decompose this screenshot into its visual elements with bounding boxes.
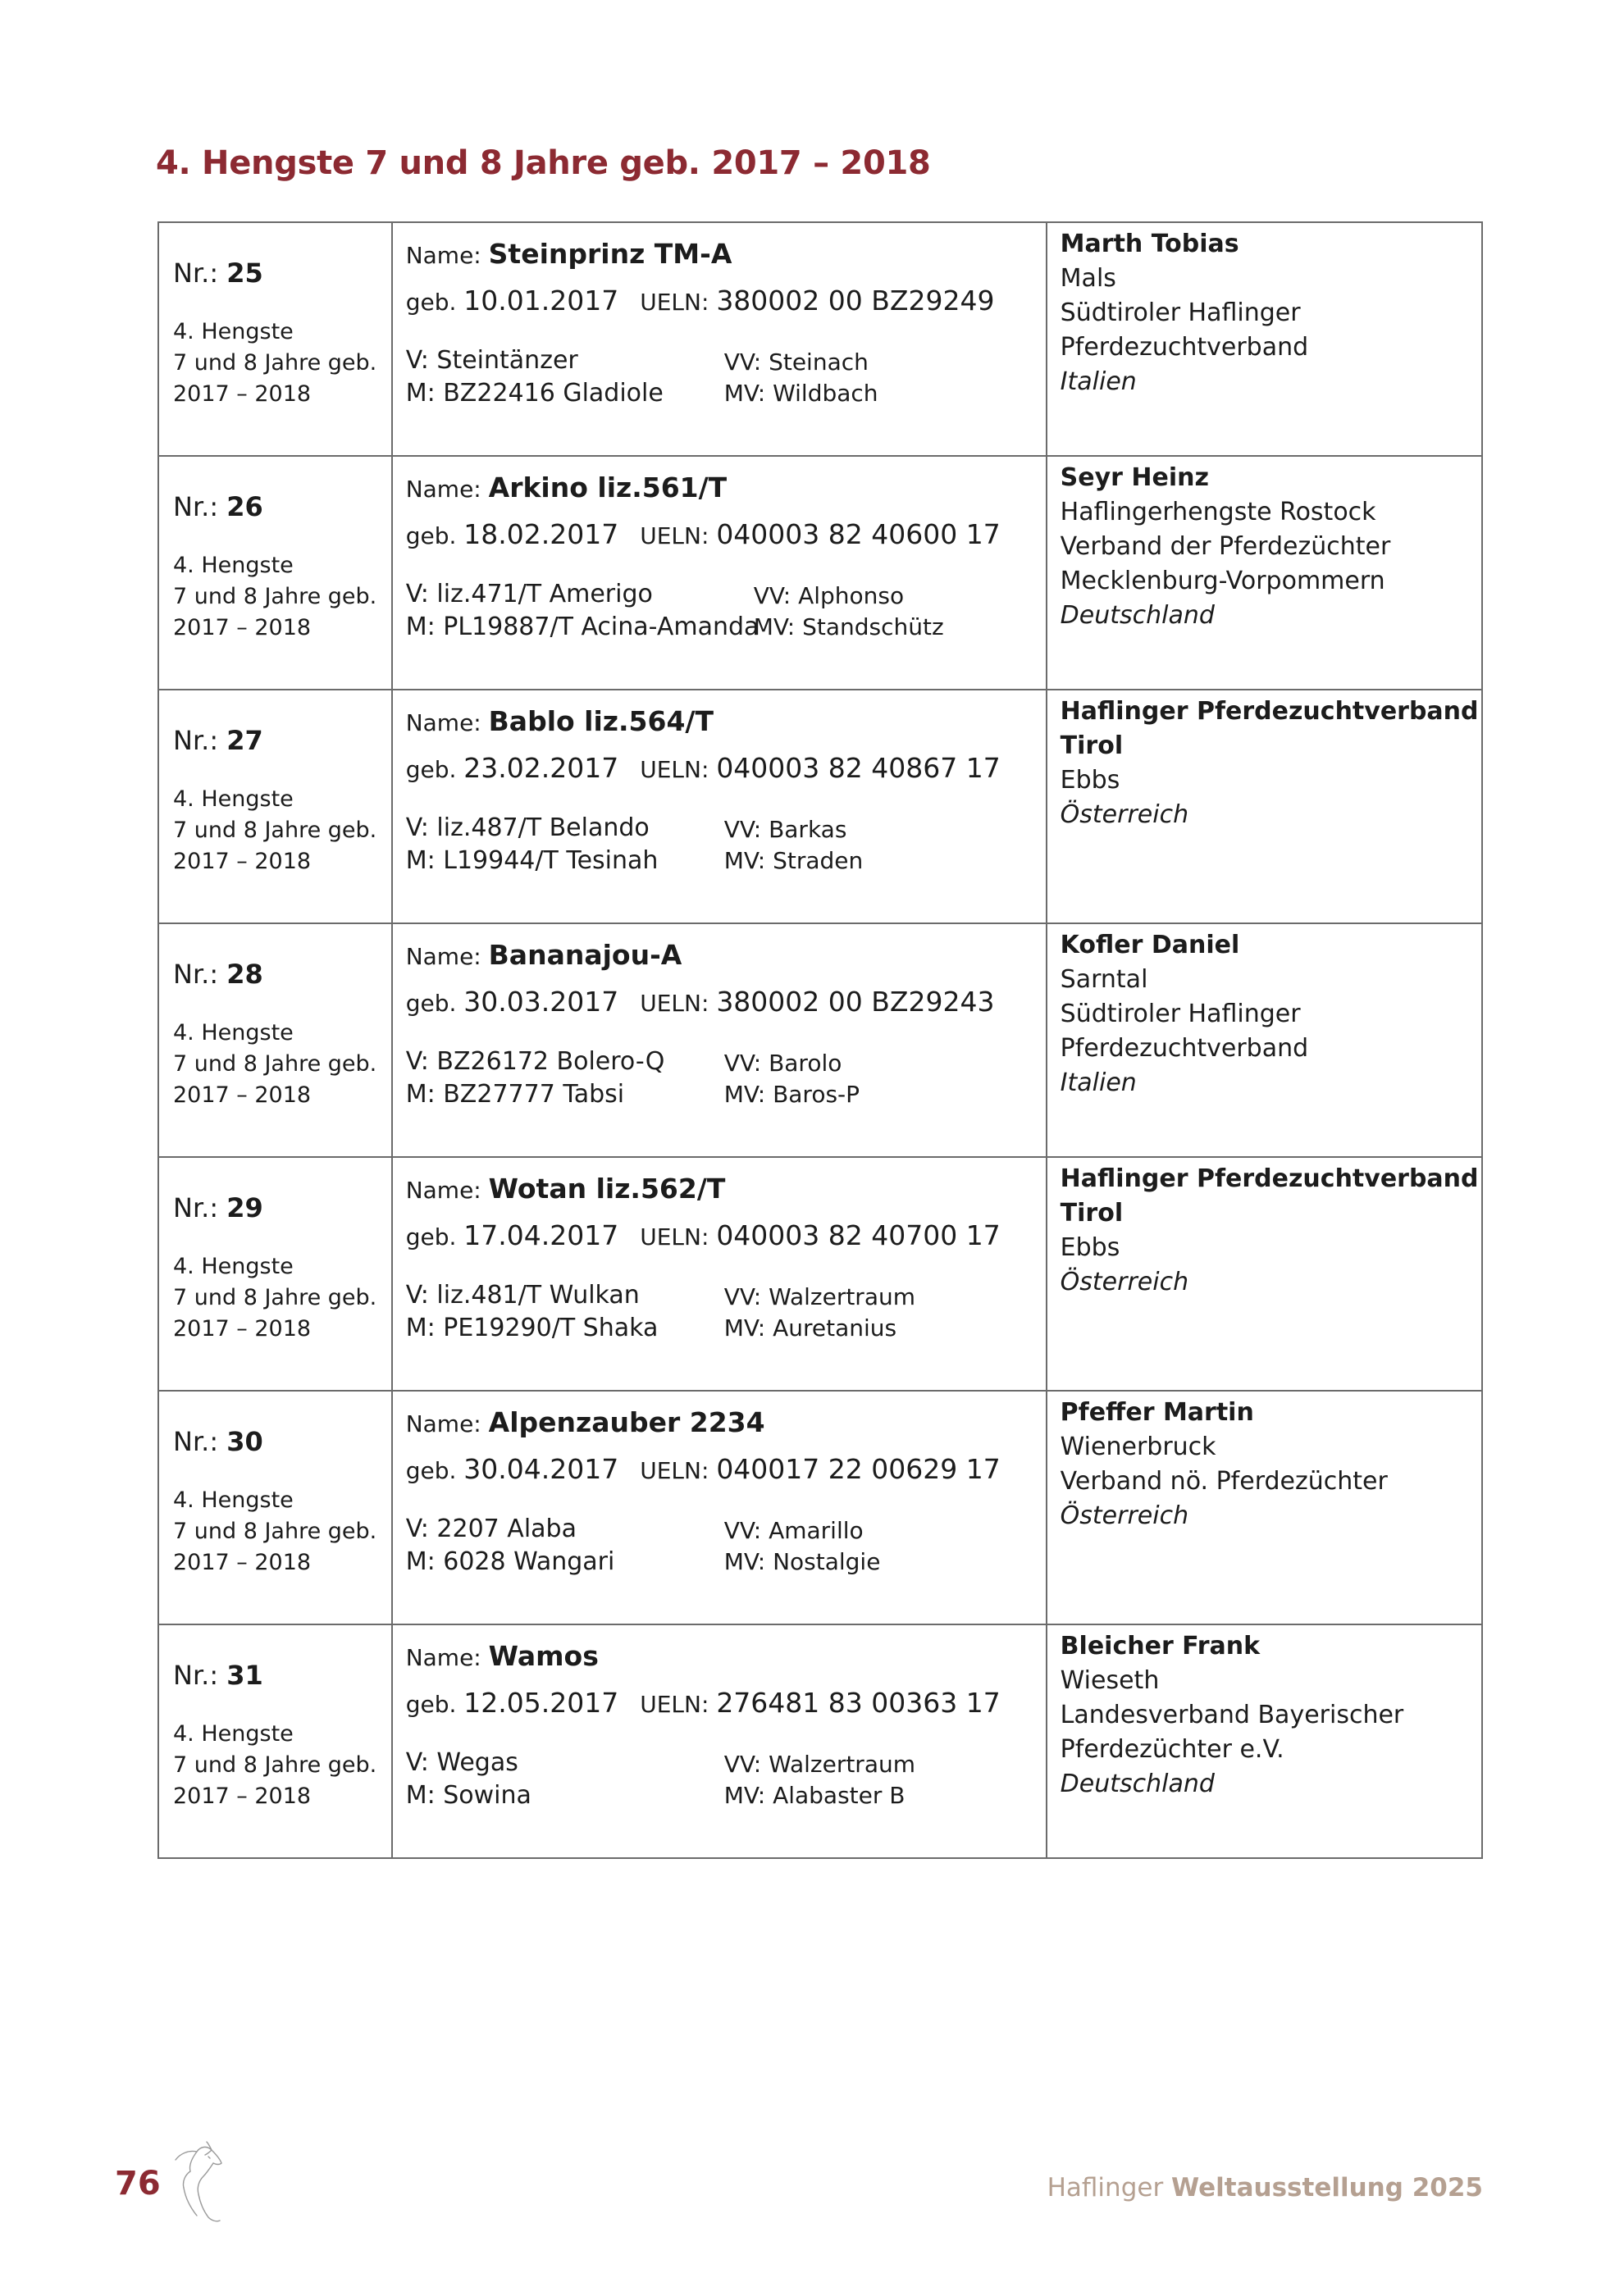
owner-address-line: Pferdezuchtverband [1060,1034,1309,1063]
entry-number [173,725,391,756]
class-line-3: 2017 – 2018 [173,615,312,640]
ueln-label: UELN: [640,756,717,783]
geb-label: geb. [405,1223,464,1250]
dam: M: PE19290/T Shaka [405,1314,659,1342]
birth-ueln-line [406,518,1046,550]
owner-country: Italien [1060,1068,1137,1097]
entries-table [157,221,1483,1859]
entry-number-cell [158,456,392,690]
sire-of-sire: VV: Barolo [723,1050,842,1077]
class-label [173,784,391,877]
name-label: Name: [405,476,489,503]
ueln-value: 380002 00 BZ29249 [716,285,995,317]
owner-name: Kofler Daniel [1060,931,1240,959]
sire-of-sire: VV: Steinach [723,348,869,376]
class-label [173,1719,391,1812]
class-line-3: 2017 – 2018 [173,1784,312,1809]
entry-number [173,959,391,990]
birth-date: 12.05.2017 [463,1687,619,1719]
owner-cell [1047,1157,1482,1391]
entry-row [158,1157,1482,1391]
entry-row [158,923,1482,1157]
sire: V: 2207 Alaba [405,1515,577,1543]
entry-row [158,1391,1482,1624]
owner-address-line: Mecklenburg-Vorpommern [1060,567,1385,595]
horse-name: Steinprinz TM-A [488,238,732,270]
horse-details-cell [392,456,1047,690]
owner-country: Deutschland [1060,1770,1215,1798]
birth-date: 18.02.2017 [463,518,619,550]
class-line-2: 7 und 8 Jahre geb. [173,584,377,609]
owner-address-line: Südtiroler Haflinger [1060,298,1301,327]
class-line-2: 7 und 8 Jahre geb. [173,1285,377,1310]
owner-address-line: Haflingerhengste Rostock [1060,498,1376,526]
ueln-value: 040003 82 40700 17 [716,1219,1001,1251]
owner-country: Österreich [1060,1501,1189,1530]
owner-block [1061,1629,1481,1802]
sire-of-dam: MV: Wildbach [723,380,878,407]
nr-value: 30 [226,1426,263,1457]
geb-label: geb. [405,1691,464,1718]
entry-number-cell [158,1157,392,1391]
owner-address-line: Wieseth [1060,1666,1160,1695]
owner-cell [1047,222,1482,456]
sire-of-dam: MV: Nostalgie [723,1548,881,1575]
horse-details-cell [392,923,1047,1157]
entry-number [173,257,391,289]
name-label: Name: [405,242,489,269]
pedigree [393,1046,1046,1111]
footer-title-bold: Weltausstellung 2025 [1171,2173,1483,2203]
owner-cell [1047,1624,1482,1858]
sire-of-sire: VV: Barkas [723,816,847,843]
entry-number [173,1426,391,1457]
birth-ueln-line [406,1219,1046,1251]
class-line-1: 4. Hengste [173,1721,294,1747]
pedigree [393,578,1046,644]
class-line-2: 7 und 8 Jahre geb. [173,818,377,843]
ueln-label: UELN: [640,289,717,316]
owner-address-line: Ebbs [1060,766,1120,795]
section-title: 4. Hengste 7 und 8 Jahre geb. 2017 – 2018 [156,144,931,182]
class-label [173,550,391,644]
entry-number [173,1192,391,1223]
owner-address-line: Wienerbruck [1060,1433,1216,1461]
sire-of-dam: MV: Alabaster B [723,1782,906,1809]
entry-number-cell [158,222,392,456]
sire-of-dam: MV: Baros-P [723,1081,860,1108]
nr-value: 27 [226,725,263,756]
owner-name: Marth Tobias [1060,230,1239,258]
sire-of-sire: VV: Walzertraum [723,1283,915,1310]
owner-address-line: Verband nö. Pferdezüchter [1060,1467,1388,1496]
class-line-2: 7 und 8 Jahre geb. [173,1752,377,1778]
nr-value: 29 [226,1192,263,1223]
owner-country: Deutschland [1060,601,1215,630]
sire-of-sire: VV: Walzertraum [723,1751,915,1778]
birth-date: 10.01.2017 [463,285,619,317]
owner-country: Italien [1060,367,1137,396]
birth-date: 30.04.2017 [463,1453,619,1485]
dam: M: BZ27777 Tabsi [405,1080,625,1109]
owner-cell [1047,923,1482,1157]
sire: V: Wegas [405,1748,518,1777]
class-line-3: 2017 – 2018 [173,849,312,874]
dam: M: Sowina [405,1781,531,1810]
ueln-label: UELN: [640,1691,717,1718]
horse-name-line [406,238,1046,270]
entry-number [173,1660,391,1691]
entry-row [158,690,1482,923]
owner-country: Österreich [1060,1268,1189,1296]
owner-cell [1047,1391,1482,1624]
owner-address-line: Pferdezuchtverband [1060,333,1309,362]
class-line-1: 4. Hengste [173,786,294,812]
class-line-1: 4. Hengste [173,1254,294,1279]
dam: M: 6028 Wangari [405,1547,615,1576]
sire: V: BZ26172 Bolero-Q [405,1047,665,1076]
horse-name-line [406,1406,1046,1438]
horse-name: Wotan liz.562/T [488,1173,726,1205]
class-line-3: 2017 – 2018 [173,1550,312,1575]
ueln-value: 380002 00 BZ29243 [716,986,995,1018]
nr-label: Nr.: [173,1426,227,1457]
class-line-3: 2017 – 2018 [173,1316,312,1342]
horse-name-line [406,1640,1046,1672]
ueln-label: UELN: [640,522,717,549]
dam: M: PL19887/T Acina-Amanda [405,613,760,641]
ueln-label: UELN: [640,1223,717,1250]
entry-number-cell [158,923,392,1157]
class-label [173,1251,391,1345]
pedigree [393,344,1046,410]
sire-of-sire: VV: Amarillo [723,1517,864,1544]
geb-label: geb. [405,289,464,316]
owner-address-line: Verband der Pferdezüchter [1060,532,1391,561]
nr-label: Nr.: [173,491,227,522]
entry-number-cell [158,690,392,923]
horse-name: Alpenzauber 2234 [488,1406,765,1438]
class-line-2: 7 und 8 Jahre geb. [173,1519,377,1544]
sire-of-dam: MV: Straden [723,847,864,874]
class-line-1: 4. Hengste [173,319,294,344]
pedigree [393,812,1046,877]
class-line-1: 4. Hengste [173,1020,294,1046]
class-label [173,1018,391,1111]
dam: M: L19944/T Tesinah [405,846,659,875]
horse-logo-icon [161,2139,235,2229]
sire: V: Steintänzer [405,346,578,375]
nr-label: Nr.: [173,257,227,289]
ueln-value: 040017 22 00629 17 [716,1453,1001,1485]
horse-details-cell [392,1624,1047,1858]
class-line-3: 2017 – 2018 [173,381,312,407]
ueln-value: 040003 82 40600 17 [716,518,1001,550]
owner-block [1061,1396,1481,1533]
horse-name-line [406,939,1046,971]
owner-block [1061,695,1481,832]
sire: V: liz.471/T Amerigo [405,580,653,608]
nr-label: Nr.: [173,725,227,756]
owner-block [1061,928,1481,1100]
birth-date: 17.04.2017 [463,1219,619,1251]
owner-name: Seyr Heinz [1060,463,1209,492]
birth-ueln-line [406,986,1046,1018]
birth-date: 23.02.2017 [463,752,619,784]
owner-block [1061,1162,1481,1300]
owner-address-line: Landesverband Bayerischer [1060,1701,1404,1729]
owner-address-line: Pferdezüchter e.V. [1060,1735,1284,1764]
entry-number-cell [158,1391,392,1624]
nr-label: Nr.: [173,1660,227,1691]
name-label: Name: [405,943,489,970]
nr-value: 26 [226,491,263,522]
horse-name-line [406,1173,1046,1205]
sire: V: liz.487/T Belando [405,813,650,842]
birth-ueln-line [406,285,1046,317]
nr-label: Nr.: [173,959,227,990]
birth-date: 30.03.2017 [463,986,619,1018]
horse-name-line [406,472,1046,503]
horse-details-cell [392,1157,1047,1391]
birth-ueln-line [406,752,1046,784]
page-number: 76 [115,2165,161,2203]
owner-cell [1047,456,1482,690]
owner-address-line: Sarntal [1060,965,1148,994]
owner-block [1061,461,1481,633]
class-line-2: 7 und 8 Jahre geb. [173,350,377,376]
ueln-value: 276481 83 00363 17 [716,1687,1001,1719]
pedigree [393,1513,1046,1578]
pedigree [393,1747,1046,1812]
class-label [173,317,391,410]
class-line-1: 4. Hengste [173,1487,294,1513]
footer-title-light: Haflinger [1047,2173,1172,2203]
owner-name: Bleicher Frank [1060,1632,1261,1660]
name-label: Name: [405,1410,489,1437]
ueln-label: UELN: [640,990,717,1017]
footer-publication-title [1047,2173,1483,2203]
ueln-value: 040003 82 40867 17 [716,752,1001,784]
dam: M: BZ22416 Gladiole [405,379,664,408]
horse-name: Wamos [488,1640,599,1672]
geb-label: geb. [405,522,464,549]
class-label [173,1485,391,1578]
class-line-1: 4. Hengste [173,553,294,578]
entry-number [173,491,391,522]
sire-of-sire: VV: Alphonso [753,582,905,609]
name-label: Name: [405,1644,489,1671]
horse-details-cell [392,1391,1047,1624]
owner-cell [1047,690,1482,923]
horse-name: Bananajou-A [488,939,682,971]
name-label: Name: [405,709,489,736]
geb-label: geb. [405,1457,464,1484]
class-line-2: 7 und 8 Jahre geb. [173,1051,377,1077]
entry-row [158,456,1482,690]
ueln-label: UELN: [640,1457,717,1484]
pedigree [393,1279,1046,1345]
horse-name: Bablo liz.564/T [488,705,714,737]
owner-name: Haflinger Pferdezuchtverband [1060,697,1479,726]
geb-label: geb. [405,756,464,783]
geb-label: geb. [405,990,464,1017]
owner-name: Tirol [1060,1199,1124,1228]
horse-name: Arkino liz.561/T [488,472,728,503]
class-line-3: 2017 – 2018 [173,1082,312,1108]
owner-name: Tirol [1060,731,1124,760]
owner-address-line: Mals [1060,264,1116,293]
sire-of-dam: MV: Standschütz [753,613,944,640]
horse-details-cell [392,222,1047,456]
nr-label: Nr.: [173,1192,227,1223]
owner-country: Österreich [1060,800,1189,829]
horse-name-line [406,705,1046,737]
owner-block [1061,227,1481,399]
owner-name: Haflinger Pferdezuchtverband [1060,1164,1479,1193]
sire-of-dam: MV: Auretanius [723,1314,897,1342]
birth-ueln-line [406,1687,1046,1719]
horse-details-cell [392,690,1047,923]
owner-name: Pfeffer Martin [1060,1398,1254,1427]
entry-row [158,1624,1482,1858]
entry-number-cell [158,1624,392,1858]
nr-value: 25 [226,257,263,289]
nr-value: 31 [226,1660,263,1691]
owner-address-line: Ebbs [1060,1233,1120,1262]
birth-ueln-line [406,1453,1046,1485]
owner-address-line: Südtiroler Haflinger [1060,1000,1301,1028]
nr-value: 28 [226,959,263,990]
entry-row [158,222,1482,456]
sire: V: liz.481/T Wulkan [405,1281,640,1310]
name-label: Name: [405,1177,489,1204]
